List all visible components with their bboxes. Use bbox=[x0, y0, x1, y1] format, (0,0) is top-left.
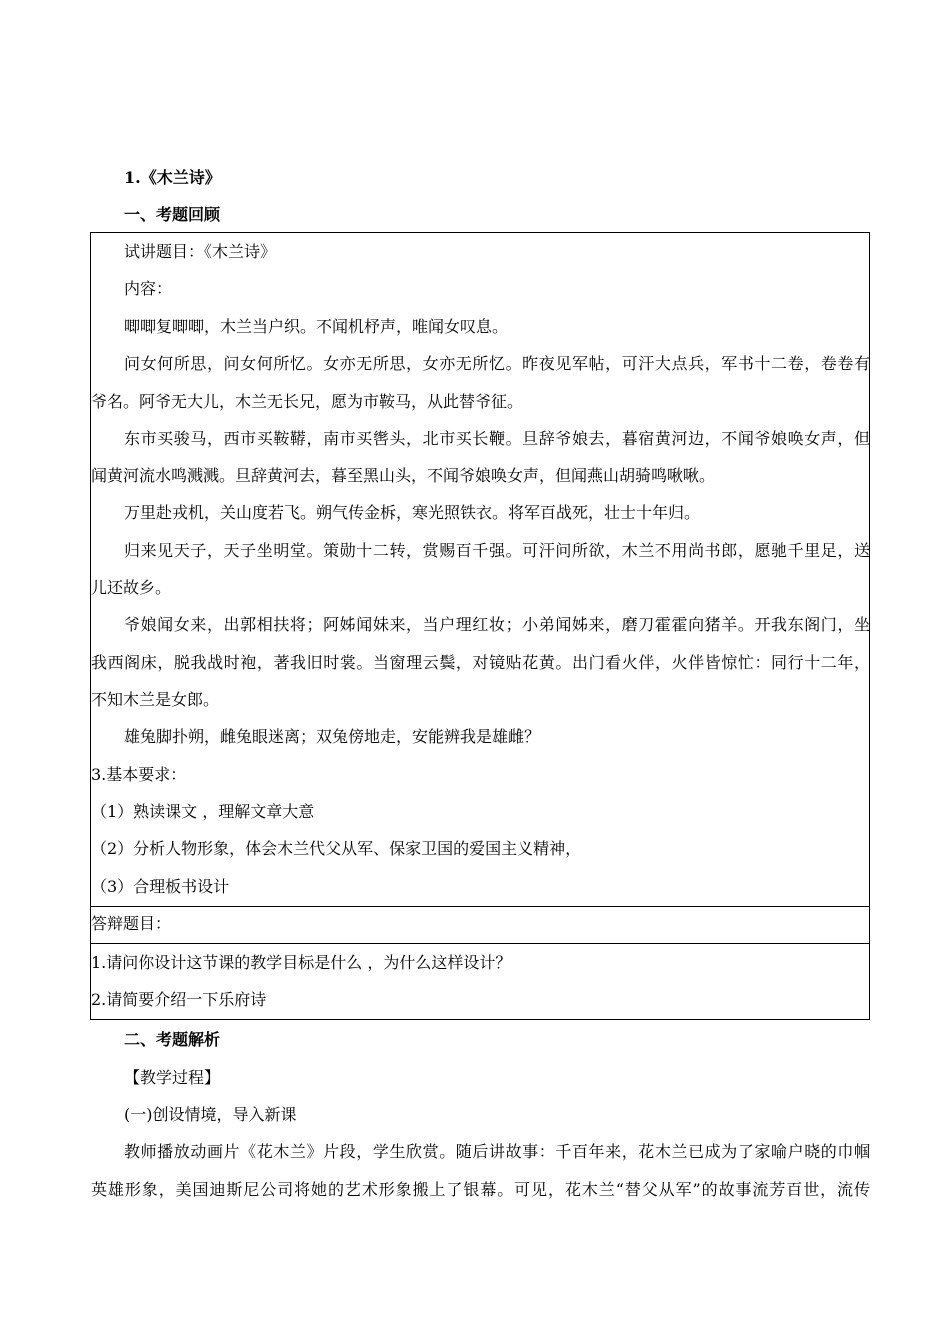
topic-line: 试讲题目：《木兰诗》 bbox=[124, 242, 277, 261]
poem-line: 闻黄河流水鸣溅溅。旦辞黄河去，暮至黑山头，不闻爷娘唤女声，但闻燕山胡骑鸣啾啾。 bbox=[91, 466, 716, 485]
poem-line: 问女何所思，问女何所忆。女亦无所思，女亦无所忆。昨夜见军帖，可汗大点兵，军书十二卷，卷卷有 bbox=[124, 354, 870, 373]
content-label: 内容： bbox=[124, 279, 173, 298]
table-divider-questions bbox=[90, 943, 870, 944]
section-heading-analysis: 二、考题解析 bbox=[124, 1030, 221, 1049]
analysis-paragraph-line: 英雄形象，美国迪斯尼公司将她的艺术形象搬上了银幕。可见，花木兰“替父从军”的故事流芳百世，流传 bbox=[91, 1180, 870, 1199]
analysis-paragraph-line: 教师播放动画片《花木兰》片段，学生欣赏。随后讲故事：千百年来，花木兰已成为了家喻户晓的巾帼 bbox=[124, 1142, 870, 1161]
table-divider-defense bbox=[90, 906, 870, 907]
poem-line: 不知木兰是女郎。 bbox=[91, 690, 220, 709]
requirement-item: （3）合理板书设计 bbox=[91, 877, 230, 896]
requirement-item: （2）分析人物形象，体会木兰代父从军、保家卫国的爱国主义精神， bbox=[91, 839, 582, 858]
step-heading: (一)创设情境，导入新课 bbox=[124, 1105, 297, 1124]
poem-line: 唧唧复唧唧，木兰当户织。不闻机杼声，唯闻女叹息。 bbox=[124, 317, 509, 336]
document-title: 1.《木兰诗》 bbox=[124, 168, 221, 187]
section-heading-review: 一、考题回顾 bbox=[124, 205, 221, 224]
poem-line: 儿还故乡。 bbox=[91, 578, 172, 597]
requirements-label: 3.基本要求： bbox=[91, 765, 187, 784]
defense-question: 1.请问你设计这节课的教学目标是什么 ，为什么这样设计？ bbox=[91, 953, 512, 972]
poem-line: 雄兔脚扑朔，雌兔眼迷离；双兔傍地走，安能辨我是雄雌？ bbox=[124, 727, 541, 746]
poem-line: 爷娘闻女来，出郭相扶将；阿姊闻妹来，当户理红妆；小弟闻姊来，磨刀霍霍向猪羊。开我东阁门，坐 bbox=[124, 615, 870, 634]
poem-line: 万里赴戎机，关山度若飞。朔气传金柝，寒光照铁衣。将军百战死，壮士十年归。 bbox=[124, 503, 701, 522]
defense-question: 2.请简要介绍一下乐府诗 bbox=[91, 990, 267, 1009]
poem-line: 爷名。阿爷无大儿，木兰无长兄，愿为市鞍马，从此替爷征。 bbox=[91, 392, 524, 411]
poem-line: 我西阁床，脱我战时袍，著我旧时裳。当窗理云鬓，对镜贴花黄。出门看火伴，火伴皆惊忙：同行十二年， bbox=[91, 653, 870, 672]
requirement-item: （1）熟读课文 ，理解文章大意 bbox=[91, 802, 315, 821]
defense-label: 答辩题目： bbox=[91, 914, 172, 933]
process-label: 【教学过程】 bbox=[124, 1068, 221, 1087]
poem-line: 归来见天子，天子坐明堂。策勋十二转，赏赐百千强。可汗问所欲，木兰不用尚书郎，愿驰千里足，送 bbox=[124, 541, 870, 560]
poem-line: 东市买骏马，西市买鞍鞯，南市买辔头，北市买长鞭。旦辞爷娘去，暮宿黄河边，不闻爷娘唤女声，但 bbox=[124, 429, 870, 448]
